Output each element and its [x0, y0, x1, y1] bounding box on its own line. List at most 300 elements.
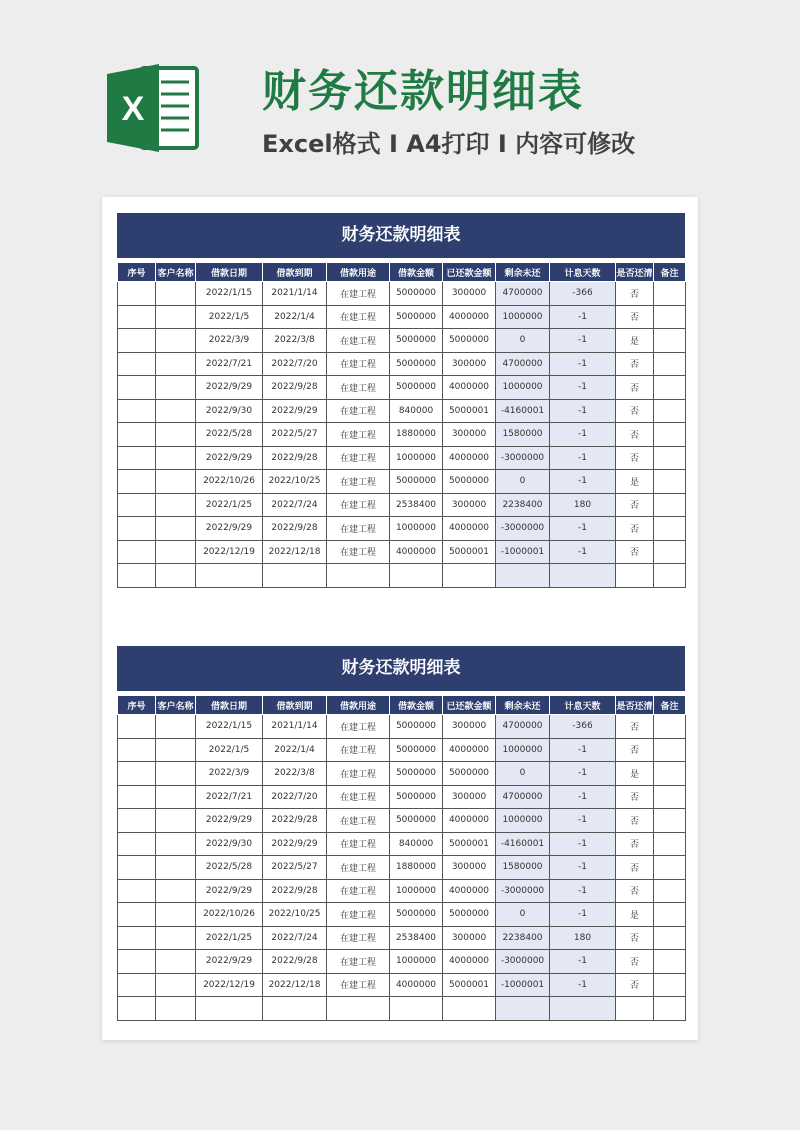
cell-remark[interactable]: [654, 376, 686, 400]
cell-seq[interactable]: [118, 517, 156, 541]
cell-purpose[interactable]: 在建工程: [327, 973, 390, 997]
cell-remaining[interactable]: 4700000: [496, 785, 550, 809]
cell-purpose[interactable]: 在建工程: [327, 376, 390, 400]
cell-purpose[interactable]: [327, 997, 390, 1021]
cell-remark[interactable]: [654, 540, 686, 564]
cell-remaining[interactable]: 1580000: [496, 856, 550, 880]
cell-repaid[interactable]: [443, 564, 496, 588]
cell-repaid[interactable]: 300000: [443, 352, 496, 376]
cell-loan-amount[interactable]: [390, 997, 443, 1021]
cell-remaining[interactable]: 1000000: [496, 738, 550, 762]
cell-customer[interactable]: [156, 715, 196, 739]
cell-seq[interactable]: [118, 785, 156, 809]
cell-purpose[interactable]: 在建工程: [327, 715, 390, 739]
cell-seq[interactable]: [118, 470, 156, 494]
column-header-loan-amount: 借款金额: [390, 263, 443, 282]
cell-remaining[interactable]: 1000000: [496, 305, 550, 329]
cell-remaining[interactable]: -1000001: [496, 540, 550, 564]
cell-loan-amount[interactable]: 840000: [390, 832, 443, 856]
cell-due-date[interactable]: 2022/9/28: [263, 809, 327, 833]
column-header-due-date: 借款到期: [263, 263, 327, 282]
cell-purpose[interactable]: 在建工程: [327, 785, 390, 809]
document-sheet: [102, 197, 698, 1040]
cell-interest-days[interactable]: -1: [550, 879, 616, 903]
cell-loan-amount[interactable]: 5000000: [390, 903, 443, 927]
cell-purpose[interactable]: 在建工程: [327, 903, 390, 927]
cell-remaining[interactable]: 0: [496, 762, 550, 786]
cell-loan-amount[interactable]: 5000000: [390, 715, 443, 739]
cell-purpose[interactable]: 在建工程: [327, 423, 390, 447]
cell-purpose[interactable]: 在建工程: [327, 540, 390, 564]
cell-customer[interactable]: [156, 470, 196, 494]
cell-due-date[interactable]: 2022/9/28: [263, 950, 327, 974]
cell-due-date[interactable]: 2022/1/4: [263, 305, 327, 329]
cell-due-date[interactable]: 2022/9/28: [263, 376, 327, 400]
cell-seq[interactable]: [118, 832, 156, 856]
cell-customer[interactable]: [156, 903, 196, 927]
cell-remaining[interactable]: 1000000: [496, 376, 550, 400]
cell-loan-date[interactable]: 2022/5/28: [196, 856, 263, 880]
cell-interest-days[interactable]: -1: [550, 446, 616, 470]
cell-due-date[interactable]: 2022/7/24: [263, 926, 327, 950]
cell-settled[interactable]: 否: [616, 950, 654, 974]
cell-interest-days[interactable]: [550, 997, 616, 1021]
cell-purpose[interactable]: 在建工程: [327, 399, 390, 423]
cell-due-date[interactable]: 2022/5/27: [263, 423, 327, 447]
cell-remark[interactable]: [654, 493, 686, 517]
cell-remaining[interactable]: -3000000: [496, 879, 550, 903]
cell-settled[interactable]: 是: [616, 470, 654, 494]
cell-loan-date[interactable]: 2022/9/29: [196, 809, 263, 833]
cell-loan-date[interactable]: 2022/1/25: [196, 493, 263, 517]
cell-purpose[interactable]: 在建工程: [327, 950, 390, 974]
cell-due-date[interactable]: 2022/10/25: [263, 470, 327, 494]
cell-loan-date[interactable]: 2022/9/29: [196, 879, 263, 903]
cell-settled[interactable]: 否: [616, 540, 654, 564]
cell-remaining[interactable]: 0: [496, 329, 550, 353]
cell-loan-amount[interactable]: 5000000: [390, 329, 443, 353]
cell-interest-days[interactable]: -1: [550, 785, 616, 809]
cell-settled[interactable]: 否: [616, 809, 654, 833]
cell-purpose[interactable]: [327, 564, 390, 588]
cell-interest-days[interactable]: -1: [550, 762, 616, 786]
cell-due-date[interactable]: 2022/7/20: [263, 785, 327, 809]
cell-seq[interactable]: [118, 329, 156, 353]
cell-remaining[interactable]: 4700000: [496, 352, 550, 376]
cell-seq[interactable]: [118, 997, 156, 1021]
cell-remaining[interactable]: -1000001: [496, 973, 550, 997]
cell-loan-date[interactable]: 2022/9/29: [196, 446, 263, 470]
cell-interest-days[interactable]: -1: [550, 376, 616, 400]
cell-customer[interactable]: [156, 809, 196, 833]
cell-settled[interactable]: 是: [616, 903, 654, 927]
cell-customer[interactable]: [156, 926, 196, 950]
cell-loan-amount[interactable]: 5000000: [390, 738, 443, 762]
cell-remark[interactable]: [654, 470, 686, 494]
cell-settled[interactable]: 否: [616, 517, 654, 541]
cell-interest-days[interactable]: -1: [550, 832, 616, 856]
cell-loan-amount[interactable]: 5000000: [390, 282, 443, 306]
cell-loan-amount[interactable]: 2538400: [390, 926, 443, 950]
table-block-1: [117, 213, 685, 588]
cell-interest-days[interactable]: -366: [550, 715, 616, 739]
cell-settled[interactable]: 否: [616, 376, 654, 400]
cell-due-date[interactable]: 2022/12/18: [263, 973, 327, 997]
cell-loan-amount[interactable]: 5000000: [390, 762, 443, 786]
cell-loan-amount[interactable]: 5000000: [390, 305, 443, 329]
cell-remaining[interactable]: -4160001: [496, 399, 550, 423]
cell-remaining[interactable]: 2238400: [496, 493, 550, 517]
cell-purpose[interactable]: 在建工程: [327, 856, 390, 880]
column-header-interest-days: 计息天数: [550, 263, 616, 282]
cell-remaining[interactable]: 2238400: [496, 926, 550, 950]
cell-customer[interactable]: [156, 832, 196, 856]
cell-purpose[interactable]: 在建工程: [327, 470, 390, 494]
cell-remark[interactable]: [654, 715, 686, 739]
cell-purpose[interactable]: 在建工程: [327, 352, 390, 376]
cell-loan-amount[interactable]: 1000000: [390, 879, 443, 903]
cell-loan-date[interactable]: [196, 564, 263, 588]
cell-loan-date[interactable]: 2022/3/9: [196, 329, 263, 353]
cell-remaining[interactable]: -3000000: [496, 950, 550, 974]
cell-purpose[interactable]: 在建工程: [327, 738, 390, 762]
cell-due-date[interactable]: 2022/10/25: [263, 903, 327, 927]
cell-customer[interactable]: [156, 399, 196, 423]
cell-settled[interactable]: 否: [616, 738, 654, 762]
cell-settled[interactable]: 是: [616, 329, 654, 353]
cell-repaid[interactable]: 4000000: [443, 446, 496, 470]
cell-interest-days[interactable]: -366: [550, 282, 616, 306]
cell-customer[interactable]: [156, 856, 196, 880]
cell-remaining[interactable]: 4700000: [496, 715, 550, 739]
cell-settled[interactable]: 否: [616, 305, 654, 329]
cell-loan-date[interactable]: 2022/1/25: [196, 926, 263, 950]
cell-purpose[interactable]: 在建工程: [327, 282, 390, 306]
table-row: [118, 517, 686, 541]
cell-settled[interactable]: 否: [616, 446, 654, 470]
cell-repaid[interactable]: 5000001: [443, 832, 496, 856]
cell-repaid[interactable]: 5000001: [443, 399, 496, 423]
cell-remaining[interactable]: 4700000: [496, 282, 550, 306]
cell-seq[interactable]: [118, 446, 156, 470]
cell-customer[interactable]: [156, 329, 196, 353]
cell-due-date[interactable]: 2022/9/29: [263, 832, 327, 856]
cell-loan-amount[interactable]: 4000000: [390, 540, 443, 564]
cell-repaid[interactable]: [443, 997, 496, 1021]
cell-due-date[interactable]: 2022/7/24: [263, 493, 327, 517]
cell-loan-amount[interactable]: 1880000: [390, 423, 443, 447]
cell-settled[interactable]: 否: [616, 856, 654, 880]
cell-purpose[interactable]: 在建工程: [327, 832, 390, 856]
cell-remark[interactable]: [654, 879, 686, 903]
cell-repaid[interactable]: 300000: [443, 715, 496, 739]
cell-repaid[interactable]: 300000: [443, 856, 496, 880]
cell-remark[interactable]: [654, 762, 686, 786]
cell-repaid[interactable]: 300000: [443, 282, 496, 306]
cell-loan-date[interactable]: 2022/3/9: [196, 762, 263, 786]
cell-seq[interactable]: [118, 540, 156, 564]
cell-seq[interactable]: [118, 352, 156, 376]
cell-seq[interactable]: [118, 879, 156, 903]
cell-loan-amount[interactable]: 2538400: [390, 493, 443, 517]
cell-interest-days[interactable]: -1: [550, 329, 616, 353]
cell-loan-date[interactable]: 2022/7/21: [196, 785, 263, 809]
cell-customer[interactable]: [156, 517, 196, 541]
cell-due-date[interactable]: [263, 564, 327, 588]
cell-customer[interactable]: [156, 564, 196, 588]
cell-remark[interactable]: [654, 446, 686, 470]
cell-customer[interactable]: [156, 352, 196, 376]
cell-loan-date[interactable]: 2022/9/29: [196, 950, 263, 974]
cell-repaid[interactable]: 5000000: [443, 762, 496, 786]
cell-settled[interactable]: 否: [616, 785, 654, 809]
cell-seq[interactable]: [118, 809, 156, 833]
cell-settled[interactable]: 否: [616, 423, 654, 447]
cell-remark[interactable]: [654, 305, 686, 329]
cell-interest-days[interactable]: -1: [550, 470, 616, 494]
repayment-table: [117, 262, 686, 588]
cell-loan-date[interactable]: 2022/1/15: [196, 282, 263, 306]
cell-purpose[interactable]: 在建工程: [327, 305, 390, 329]
cell-customer[interactable]: [156, 376, 196, 400]
cell-interest-days[interactable]: 180: [550, 493, 616, 517]
cell-repaid[interactable]: 4000000: [443, 738, 496, 762]
cell-seq[interactable]: [118, 903, 156, 927]
cell-settled[interactable]: 否: [616, 282, 654, 306]
cell-settled[interactable]: 否: [616, 493, 654, 517]
cell-remaining[interactable]: [496, 997, 550, 1021]
cell-repaid[interactable]: 4000000: [443, 376, 496, 400]
cell-repaid[interactable]: 300000: [443, 926, 496, 950]
cell-remark[interactable]: [654, 738, 686, 762]
cell-due-date[interactable]: 2022/3/8: [263, 762, 327, 786]
cell-customer[interactable]: [156, 738, 196, 762]
cell-seq[interactable]: [118, 282, 156, 306]
cell-interest-days[interactable]: -1: [550, 540, 616, 564]
cell-seq[interactable]: [118, 493, 156, 517]
cell-loan-amount[interactable]: 5000000: [390, 352, 443, 376]
cell-customer[interactable]: [156, 973, 196, 997]
cell-repaid[interactable]: 4000000: [443, 305, 496, 329]
cell-loan-date[interactable]: 2022/1/5: [196, 738, 263, 762]
cell-remark[interactable]: [654, 564, 686, 588]
cell-repaid[interactable]: 300000: [443, 785, 496, 809]
table-row: [118, 446, 686, 470]
cell-repaid[interactable]: 300000: [443, 493, 496, 517]
cell-interest-days[interactable]: -1: [550, 903, 616, 927]
cell-settled[interactable]: 否: [616, 926, 654, 950]
cell-loan-date[interactable]: 2022/10/26: [196, 470, 263, 494]
cell-remark[interactable]: [654, 973, 686, 997]
cell-loan-date[interactable]: [196, 997, 263, 1021]
cell-remark[interactable]: [654, 282, 686, 306]
cell-seq[interactable]: [118, 973, 156, 997]
cell-repaid[interactable]: 4000000: [443, 517, 496, 541]
cell-loan-amount[interactable]: 1880000: [390, 856, 443, 880]
cell-repaid[interactable]: 5000000: [443, 903, 496, 927]
cell-settled[interactable]: 否: [616, 715, 654, 739]
cell-loan-amount[interactable]: 840000: [390, 399, 443, 423]
table-row: [118, 540, 686, 564]
cell-interest-days[interactable]: [550, 564, 616, 588]
cell-remaining[interactable]: -3000000: [496, 517, 550, 541]
cell-seq[interactable]: [118, 564, 156, 588]
cell-customer[interactable]: [156, 762, 196, 786]
cell-purpose[interactable]: 在建工程: [327, 329, 390, 353]
cell-seq[interactable]: [118, 950, 156, 974]
cell-remaining[interactable]: 1000000: [496, 809, 550, 833]
cell-loan-date[interactable]: 2022/12/19: [196, 973, 263, 997]
column-header-interest-days: 计息天数: [550, 696, 616, 715]
cell-remaining[interactable]: -3000000: [496, 446, 550, 470]
cell-settled[interactable]: 否: [616, 973, 654, 997]
cell-loan-amount[interactable]: [390, 564, 443, 588]
cell-loan-amount[interactable]: 5000000: [390, 809, 443, 833]
cell-interest-days[interactable]: 180: [550, 926, 616, 950]
page-title: 财务还款明细表: [262, 66, 584, 117]
cell-customer[interactable]: [156, 423, 196, 447]
cell-loan-date[interactable]: 2022/5/28: [196, 423, 263, 447]
cell-repaid[interactable]: 4000000: [443, 950, 496, 974]
table-row: [118, 564, 686, 588]
cell-due-date[interactable]: 2022/9/28: [263, 517, 327, 541]
cell-interest-days[interactable]: -1: [550, 809, 616, 833]
cell-purpose[interactable]: 在建工程: [327, 926, 390, 950]
cell-repaid[interactable]: 4000000: [443, 879, 496, 903]
table-row: [118, 376, 686, 400]
cell-due-date[interactable]: 2022/3/8: [263, 329, 327, 353]
cell-repaid[interactable]: 5000000: [443, 329, 496, 353]
cell-loan-date[interactable]: 2022/1/5: [196, 305, 263, 329]
cell-customer[interactable]: [156, 493, 196, 517]
cell-seq[interactable]: [118, 715, 156, 739]
cell-repaid[interactable]: 4000000: [443, 809, 496, 833]
cell-due-date[interactable]: 2022/9/29: [263, 399, 327, 423]
cell-interest-days[interactable]: -1: [550, 517, 616, 541]
cell-seq[interactable]: [118, 376, 156, 400]
cell-due-date[interactable]: 2021/1/14: [263, 715, 327, 739]
cell-remark[interactable]: [654, 517, 686, 541]
cell-repaid[interactable]: 5000001: [443, 540, 496, 564]
cell-remark[interactable]: [654, 903, 686, 927]
cell-interest-days[interactable]: -1: [550, 305, 616, 329]
cell-loan-date[interactable]: 2022/12/19: [196, 540, 263, 564]
cell-seq[interactable]: [118, 762, 156, 786]
cell-seq[interactable]: [118, 305, 156, 329]
cell-customer[interactable]: [156, 785, 196, 809]
cell-loan-date[interactable]: 2022/9/30: [196, 399, 263, 423]
cell-loan-amount[interactable]: 1000000: [390, 446, 443, 470]
cell-interest-days[interactable]: -1: [550, 973, 616, 997]
cell-remark[interactable]: [654, 950, 686, 974]
cell-due-date[interactable]: 2022/9/28: [263, 446, 327, 470]
cell-customer[interactable]: [156, 540, 196, 564]
cell-repaid[interactable]: 300000: [443, 423, 496, 447]
cell-interest-days[interactable]: -1: [550, 352, 616, 376]
cell-seq[interactable]: [118, 856, 156, 880]
cell-customer[interactable]: [156, 305, 196, 329]
cell-loan-amount[interactable]: 5000000: [390, 785, 443, 809]
cell-loan-date[interactable]: 2022/9/29: [196, 517, 263, 541]
cell-seq[interactable]: [118, 926, 156, 950]
cell-customer[interactable]: [156, 446, 196, 470]
cell-remark[interactable]: [654, 352, 686, 376]
cell-due-date[interactable]: [263, 997, 327, 1021]
cell-loan-amount[interactable]: 1000000: [390, 950, 443, 974]
cell-seq[interactable]: [118, 738, 156, 762]
cell-remark[interactable]: [654, 832, 686, 856]
cell-due-date[interactable]: 2022/5/27: [263, 856, 327, 880]
cell-settled[interactable]: [616, 564, 654, 588]
cell-purpose[interactable]: 在建工程: [327, 762, 390, 786]
cell-remark[interactable]: [654, 809, 686, 833]
cell-loan-date[interactable]: 2022/7/21: [196, 352, 263, 376]
cell-settled[interactable]: 否: [616, 879, 654, 903]
cell-loan-date[interactable]: 2022/9/29: [196, 376, 263, 400]
cell-remark[interactable]: [654, 997, 686, 1021]
cell-remaining[interactable]: 0: [496, 470, 550, 494]
cell-settled[interactable]: 否: [616, 832, 654, 856]
cell-interest-days[interactable]: -1: [550, 423, 616, 447]
cell-purpose[interactable]: 在建工程: [327, 879, 390, 903]
cell-seq[interactable]: [118, 423, 156, 447]
cell-settled[interactable]: 否: [616, 352, 654, 376]
cell-remaining[interactable]: 0: [496, 903, 550, 927]
cell-customer[interactable]: [156, 879, 196, 903]
cell-customer[interactable]: [156, 997, 196, 1021]
cell-remark[interactable]: [654, 785, 686, 809]
cell-interest-days[interactable]: -1: [550, 399, 616, 423]
cell-due-date[interactable]: 2022/9/28: [263, 879, 327, 903]
cell-loan-date[interactable]: 2022/9/30: [196, 832, 263, 856]
cell-purpose[interactable]: 在建工程: [327, 493, 390, 517]
cell-remark[interactable]: [654, 856, 686, 880]
cell-loan-amount[interactable]: 5000000: [390, 376, 443, 400]
cell-interest-days[interactable]: -1: [550, 856, 616, 880]
cell-loan-date[interactable]: 2022/1/15: [196, 715, 263, 739]
cell-seq[interactable]: [118, 399, 156, 423]
cell-purpose[interactable]: 在建工程: [327, 809, 390, 833]
cell-settled[interactable]: 否: [616, 399, 654, 423]
cell-due-date[interactable]: 2022/12/18: [263, 540, 327, 564]
column-header-loan-date: 借款日期: [196, 263, 263, 282]
cell-remaining[interactable]: -4160001: [496, 832, 550, 856]
cell-settled[interactable]: 是: [616, 762, 654, 786]
cell-remark[interactable]: [654, 399, 686, 423]
cell-customer[interactable]: [156, 282, 196, 306]
cell-purpose[interactable]: 在建工程: [327, 446, 390, 470]
cell-remaining[interactable]: 1580000: [496, 423, 550, 447]
cell-loan-amount[interactable]: 4000000: [390, 973, 443, 997]
cell-remark[interactable]: [654, 423, 686, 447]
cell-remark[interactable]: [654, 926, 686, 950]
cell-remaining[interactable]: [496, 564, 550, 588]
cell-repaid[interactable]: 5000000: [443, 470, 496, 494]
cell-loan-amount[interactable]: 1000000: [390, 517, 443, 541]
cell-interest-days[interactable]: -1: [550, 738, 616, 762]
cell-settled[interactable]: [616, 997, 654, 1021]
cell-loan-date[interactable]: 2022/10/26: [196, 903, 263, 927]
cell-due-date[interactable]: 2022/7/20: [263, 352, 327, 376]
cell-loan-amount[interactable]: 5000000: [390, 470, 443, 494]
cell-due-date[interactable]: 2021/1/14: [263, 282, 327, 306]
cell-repaid[interactable]: 5000001: [443, 973, 496, 997]
cell-interest-days[interactable]: -1: [550, 950, 616, 974]
cell-remark[interactable]: [654, 329, 686, 353]
cell-purpose[interactable]: 在建工程: [327, 517, 390, 541]
cell-customer[interactable]: [156, 950, 196, 974]
cell-due-date[interactable]: 2022/1/4: [263, 738, 327, 762]
